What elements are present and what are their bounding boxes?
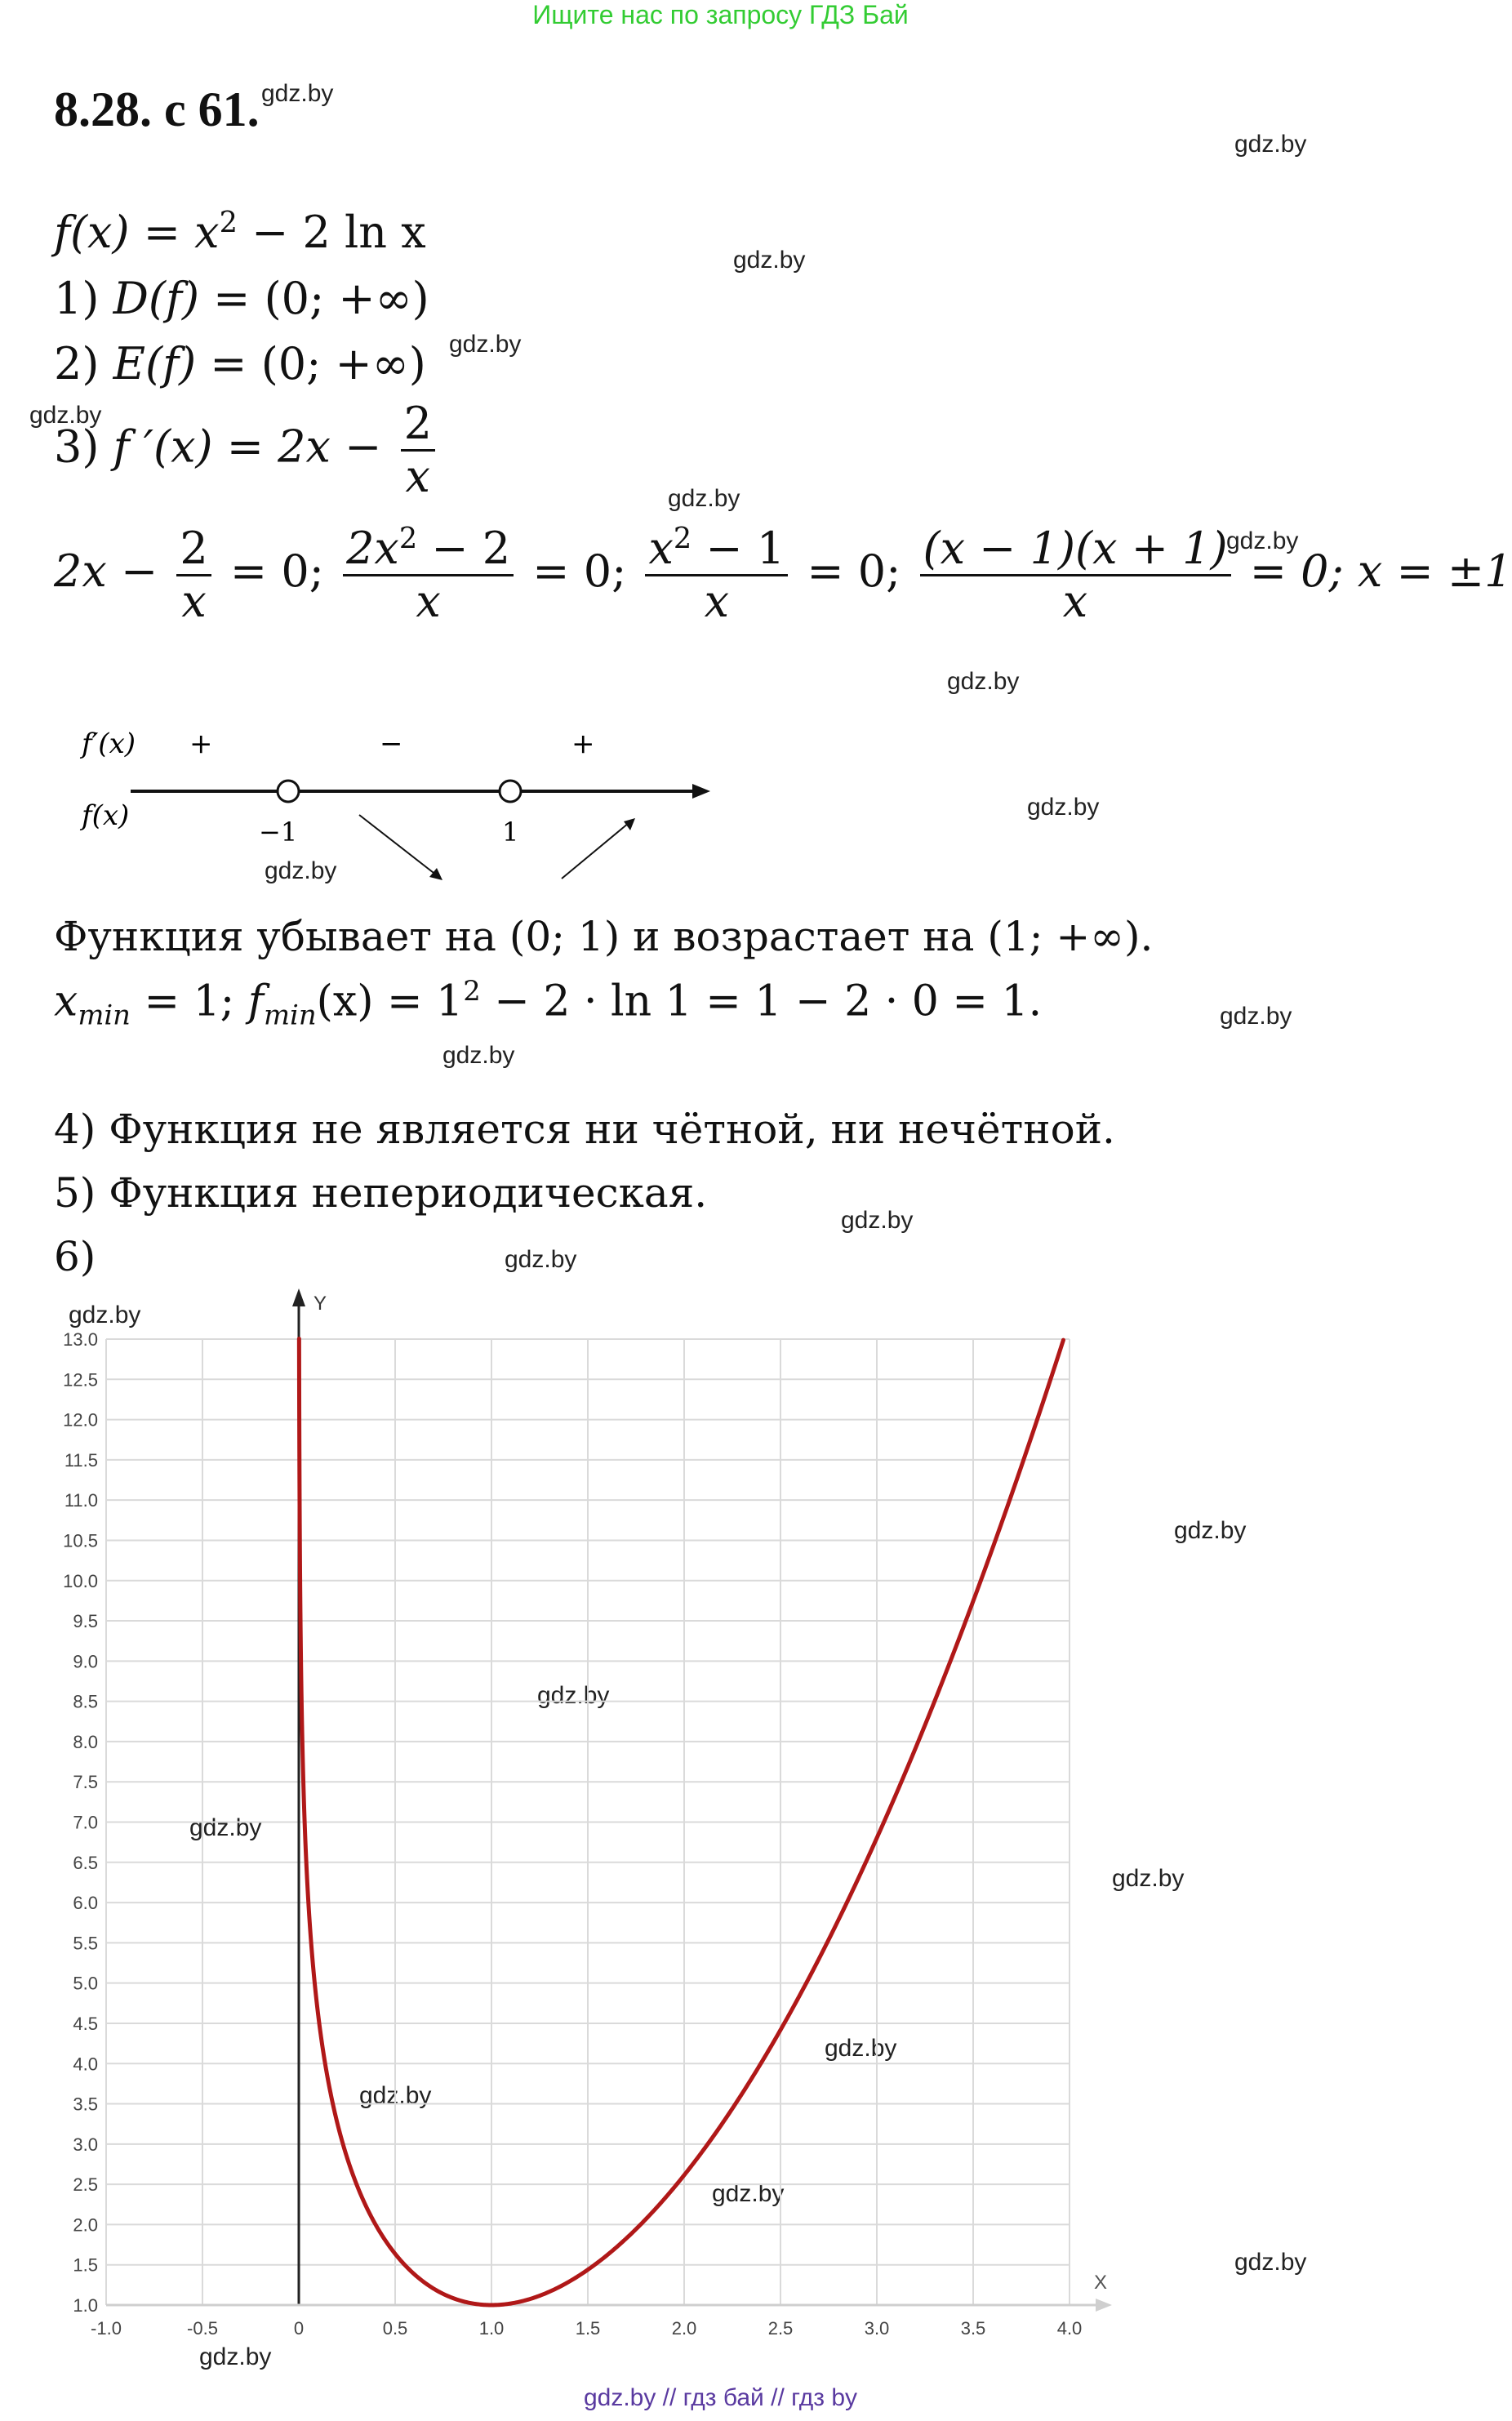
- fraction-denominator: x: [405, 451, 430, 503]
- point-label-one: 1: [502, 817, 519, 848]
- decreasing-arrowhead: [429, 868, 442, 880]
- y-tick-label: 8.5: [73, 1691, 98, 1712]
- item-2-number: 2): [54, 338, 113, 389]
- item-3-lhs: f ′(x) = 2x −: [113, 421, 396, 473]
- y-tick-label: 13.0: [63, 1329, 98, 1350]
- eq-tail: = 0; x = ±1: [1235, 545, 1512, 598]
- eq-fraction-3: [645, 523, 788, 627]
- x-tick-label: 2.5: [767, 2318, 794, 2339]
- x-tick-label: 1.0: [478, 2318, 505, 2339]
- watermark: gdz.by: [359, 2082, 432, 2109]
- watermark: gdz.by: [825, 2035, 897, 2062]
- watermark: gdz.by: [265, 857, 337, 884]
- sign-minus-middle: −: [380, 728, 403, 760]
- watermark: gdz.by: [841, 1207, 914, 1234]
- item-1-lhs: D(f): [113, 273, 200, 324]
- watermark: gdz.by: [1174, 1517, 1247, 1544]
- watermark: gdz.by: [442, 1042, 515, 1069]
- watermark: gdz.by: [199, 2343, 272, 2370]
- function-graph: [0, 1290, 1441, 2368]
- x-tick-label: 0.5: [382, 2318, 408, 2339]
- y-tick-label: 12.5: [63, 1369, 98, 1391]
- watermark: gdz.by: [1234, 131, 1307, 158]
- increasing-arrow: [562, 823, 629, 879]
- y-tick-label: 10.0: [63, 1570, 98, 1591]
- item-2-lhs: E(f): [113, 338, 197, 389]
- xmin-value: = 1;: [130, 977, 248, 1026]
- eq-fraction-2: [343, 523, 514, 627]
- y-tick-label: 6.0: [73, 1893, 98, 1914]
- y-tick-label: 11.0: [64, 1490, 98, 1511]
- item-1-rhs: = (0; +∞): [199, 273, 429, 324]
- num-part: 2x: [346, 523, 399, 574]
- y-tick-label: 8.0: [73, 1731, 98, 1752]
- item-2-rhs: = (0; +∞): [196, 338, 426, 389]
- sign-plus-right: +: [571, 728, 595, 760]
- footer-links[interactable]: gdz.by // гдз бай // гдз by: [583, 2384, 858, 2411]
- monotonicity-text: Функция убывает на (0; 1) и возрастает на (1; +∞).: [54, 913, 1154, 960]
- fraction-denominator: x: [416, 576, 441, 628]
- point-label-minus-one: −1: [259, 817, 298, 848]
- function-lhs: f(x) = x: [54, 207, 220, 258]
- number-line-arrowhead: [692, 784, 710, 799]
- x-tick-label: 2.0: [671, 2318, 697, 2339]
- watermark: gdz.by: [712, 2180, 785, 2207]
- derivative-fraction: [401, 398, 435, 502]
- watermark: gdz.by: [1234, 2249, 1307, 2276]
- y-tick-label: 3.5: [73, 2094, 98, 2115]
- y-tick-label: 2.5: [73, 2174, 98, 2196]
- watermark: gdz.by: [1112, 1865, 1185, 1892]
- y-tick-label: 1.0: [73, 2295, 98, 2316]
- fraction-numerator: [343, 523, 514, 576]
- minimum-text: [54, 975, 1042, 1031]
- fraction-numerator: (x − 1)(x + 1): [920, 523, 1231, 576]
- watermark: gdz.by: [1220, 1003, 1292, 1030]
- x-tick-label: 0: [293, 2318, 305, 2339]
- watermark: gdz.by: [189, 1814, 262, 1841]
- eq-part-1: 2x −: [54, 545, 172, 598]
- watermark: gdz.by: [668, 485, 740, 512]
- watermark: gdz.by: [1027, 794, 1100, 821]
- xmin: x: [54, 977, 78, 1026]
- function-exponent: 2: [219, 206, 238, 239]
- y-tick-label: 4.0: [73, 2054, 98, 2075]
- x-tick-label: -0.5: [187, 2318, 218, 2339]
- fmin-rest-b: − 2 · ln 1 = 1 − 2 · 0 = 1.: [480, 977, 1043, 1026]
- x-axis-label: X: [1094, 2272, 1108, 2294]
- y-axis-arrowhead: [292, 1288, 305, 1306]
- item-1-number: 1): [54, 273, 113, 324]
- x-tick-label: 3.5: [960, 2318, 986, 2339]
- num-exponent: 2: [673, 522, 692, 555]
- item-3-number: 3): [54, 421, 113, 473]
- fmin: f: [247, 977, 264, 1026]
- x-axis-arrowhead: [1096, 2299, 1112, 2312]
- sign-chart: [65, 719, 735, 898]
- fraction-numerator: 2: [401, 398, 435, 452]
- task-title: 8.28. с 61.: [54, 82, 260, 136]
- fraction-numerator: 2: [176, 523, 211, 576]
- sign-plus-left: +: [189, 728, 213, 760]
- x-tick-label: -1.0: [91, 2318, 122, 2339]
- fprime-label: f′(x): [82, 728, 136, 760]
- fraction-numerator: [645, 523, 788, 576]
- y-tick-label: 9.5: [73, 1611, 98, 1632]
- item-1-domain: [54, 273, 429, 324]
- f-label: f(x): [82, 799, 130, 832]
- watermark: gdz.by: [1226, 527, 1299, 554]
- xmin-sub: min: [78, 999, 131, 1031]
- y-tick-label: 6.5: [73, 1852, 98, 1873]
- eq-equals-zero: = 0;: [518, 545, 627, 598]
- watermark: gdz.by: [505, 1246, 577, 1273]
- eq-fraction-1: [176, 523, 211, 627]
- watermark: gdz.by: [261, 80, 334, 107]
- item-4-parity: 4) Функция не является ни чётной, ни нечётной.: [54, 1106, 1115, 1153]
- x-tick-label: 3.0: [864, 2318, 890, 2339]
- eq-fraction-4: [920, 523, 1231, 627]
- fmin-sub: min: [263, 999, 317, 1031]
- function-definition: [54, 206, 426, 258]
- fraction-denominator: x: [181, 575, 207, 627]
- decreasing-arrow: [359, 815, 437, 875]
- num-part: x: [648, 523, 674, 574]
- item-6-graph-label: 6): [54, 1233, 96, 1280]
- num-exponent: 2: [398, 522, 418, 555]
- y-tick-label: 11.5: [64, 1449, 98, 1471]
- y-tick-label: 2.0: [73, 2214, 98, 2236]
- critical-point-equation: [54, 523, 1512, 627]
- watermark: gdz.by: [947, 668, 1020, 695]
- y-tick-label: 5.0: [73, 1973, 98, 1994]
- y-tick-label: 7.5: [73, 1772, 98, 1793]
- num-part: − 2: [417, 523, 511, 574]
- fraction-denominator: x: [704, 576, 730, 628]
- watermark: gdz.by: [449, 331, 522, 358]
- y-tick-label: 4.5: [73, 2013, 98, 2034]
- fmin-rest-a: (x) = 1: [316, 977, 464, 1026]
- eq-equals-zero: = 0;: [793, 545, 901, 598]
- watermark: gdz.by: [69, 1302, 141, 1328]
- y-tick-label: 5.5: [73, 1933, 98, 1954]
- fmin-exp: 2: [463, 975, 481, 1007]
- y-tick-label: 10.5: [63, 1530, 98, 1551]
- critical-point-minus-one: [278, 781, 299, 802]
- item-2-range: [54, 338, 426, 389]
- y-tick-label: 1.5: [73, 2254, 98, 2276]
- num-part: − 1: [692, 523, 785, 574]
- y-tick-label: 7.0: [73, 1812, 98, 1833]
- increasing-arrowhead: [624, 818, 635, 830]
- y-tick-label: 9.0: [73, 1651, 98, 1672]
- x-tick-label: 4.0: [1056, 2318, 1083, 2339]
- function-rhs: − 2 ln x: [237, 207, 426, 258]
- x-tick-label: 1.5: [575, 2318, 601, 2339]
- watermark: gdz.by: [537, 1682, 610, 1709]
- watermark: gdz.by: [733, 247, 806, 274]
- fraction-denominator: x: [1062, 575, 1088, 627]
- item-5-periodicity: 5) Функция непериодическая.: [54, 1169, 708, 1217]
- y-axis-label: Y: [314, 1293, 327, 1315]
- item-3-derivative: [54, 398, 440, 502]
- critical-point-one: [500, 781, 521, 802]
- y-tick-label: 3.0: [73, 2134, 98, 2155]
- watermark: gdz.by: [29, 402, 102, 429]
- eq-equals-zero: = 0;: [216, 545, 324, 598]
- y-tick-label: 12.0: [63, 1409, 98, 1431]
- top-banner[interactable]: Ищите нас по запросу ГДЗ Бай: [532, 0, 909, 29]
